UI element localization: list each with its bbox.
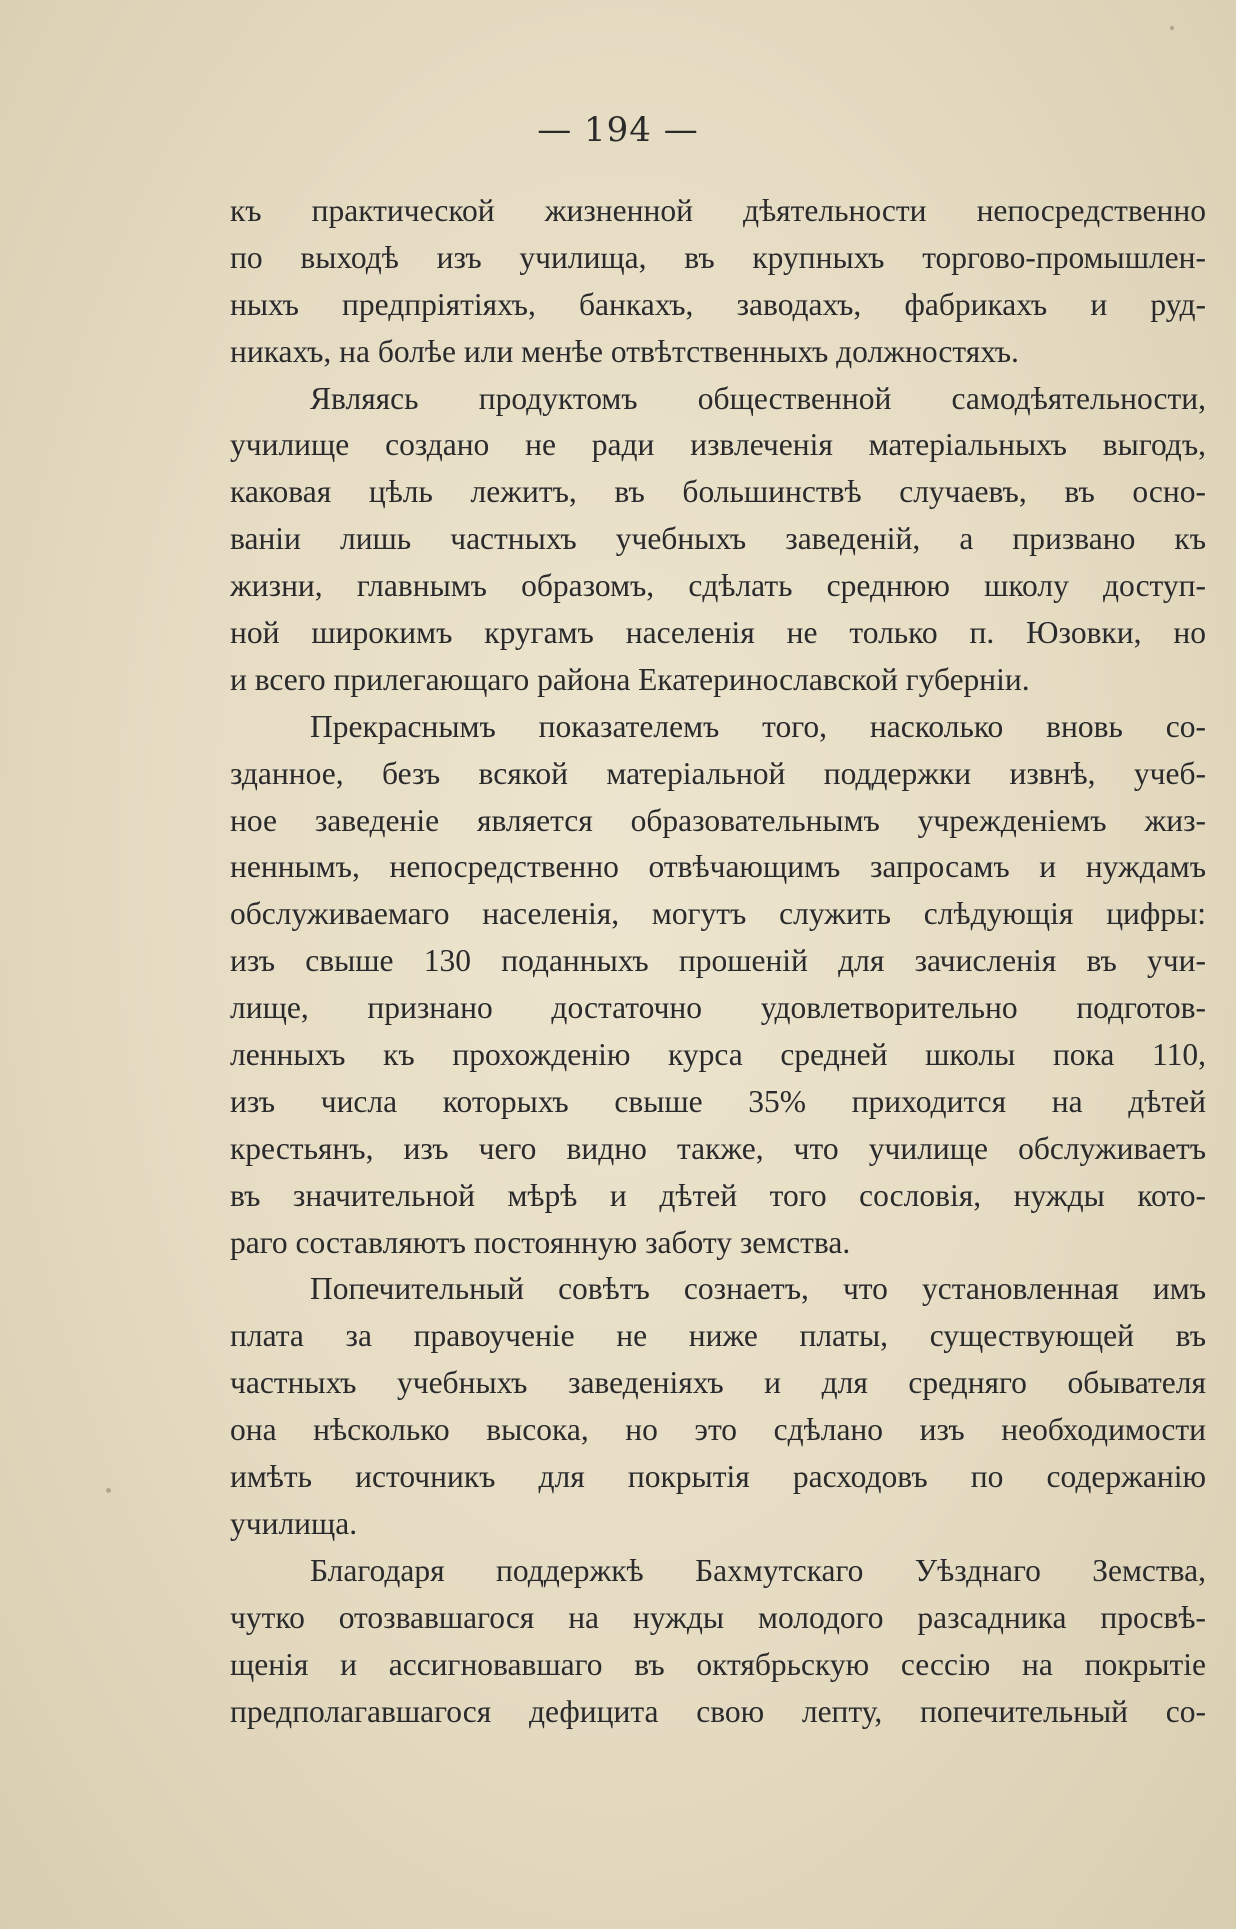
text-line: щенія и ассигновавшаго въ октябрьскую сессію на покрытіе xyxy=(230,1646,1206,1682)
text-line: крестьянъ, изъ чего видно также, что училище обслуживаетъ xyxy=(230,1130,1206,1166)
page-number: — 194 — xyxy=(537,110,699,150)
text-line: предполагавшагося дефицита свою лепту, попечительный со- xyxy=(230,1693,1206,1729)
text-line: неннымъ, непосредственно отвѣчающимъ запросамъ и нуждамъ xyxy=(230,849,1206,885)
text-line: никахъ, на болѣе или менѣе отвѣтственныхъ должностяхъ. xyxy=(230,333,1019,369)
text-line: зданное, безъ всякой матеріальной поддержки извнѣ, учеб- xyxy=(230,755,1206,791)
text-line: раго составляютъ постоянную заботу земства. xyxy=(230,1224,851,1260)
text-line: частныхъ учебныхъ заведеніяхъ и для средняго обывателя xyxy=(230,1365,1206,1401)
text-line: изъ числа которыхъ свыше 35% приходится на дѣтей xyxy=(230,1083,1206,1119)
text-line: ной широкимъ кругамъ населенія не только п. Юзовки, но xyxy=(230,615,1206,651)
text-line: Являясь продуктомъ общественной самодѣятельности, xyxy=(310,380,1206,416)
text-line: Благодаря поддержкѣ Бахмутскаго Уѣзднаго Земства, xyxy=(310,1552,1206,1588)
text-line: Попечительный совѣтъ сознаетъ, что установленная имъ xyxy=(310,1271,1206,1307)
text-line: ное заведеніе является образовательнымъ учрежденіемъ жиз- xyxy=(230,802,1206,838)
text-line: по выходѣ изъ училища, въ крупныхъ торгово-промышлен- xyxy=(230,239,1206,275)
text-line: Прекраснымъ показателемъ того, насколько вновь со- xyxy=(310,708,1206,744)
text-line: она нѣсколько высока, но это сдѣлано изъ необходимости xyxy=(230,1412,1206,1448)
text-line: училища. xyxy=(230,1505,358,1541)
body-text xyxy=(230,188,1206,1735)
text-line: обслуживаемаго населенія, могутъ служить слѣдующія цифры: xyxy=(230,896,1206,932)
text-line: изъ свыше 130 поданныхъ прошеній для зачисленія въ учи- xyxy=(230,943,1206,979)
text-line: ленныхъ къ прохожденію курса средней школы пока 110, xyxy=(230,1037,1206,1073)
text-line: ныхъ предпріятіяхъ, банкахъ, заводахъ, фабрикахъ и руд- xyxy=(230,286,1206,322)
text-line: каковая цѣль лежитъ, въ большинствѣ случаевъ, въ осно- xyxy=(230,474,1206,510)
text-line: и всего прилегающаго района Екатеринославской губерніи. xyxy=(230,661,1030,697)
text-line: училище создано не ради извлеченія матеріальныхъ выгодъ, xyxy=(230,427,1206,463)
paper-speck xyxy=(1170,26,1174,30)
text-line: ваніи лишь частныхъ учебныхъ заведеній, а призвано къ xyxy=(230,521,1206,557)
text-line: плата за правоученіе не ниже платы, существующей въ xyxy=(230,1318,1206,1354)
paper-speck xyxy=(106,1488,111,1493)
text-line: лище, признано достаточно удовлетворительно подготов- xyxy=(230,990,1206,1026)
text-line: жизни, главнымъ образомъ, сдѣлать среднюю школу доступ- xyxy=(230,568,1206,604)
text-line: къ практической жизненной дѣятельности непосредственно xyxy=(230,193,1206,228)
text-line: чутко отозвавшагося на нужды молодого разсадника просвѣ- xyxy=(230,1599,1206,1635)
text-line: въ значительной мѣрѣ и дѣтей того сословія, нужды кото- xyxy=(230,1177,1206,1213)
text-line: имѣть источникъ для покрытія расходовъ по содержанію xyxy=(230,1459,1206,1495)
